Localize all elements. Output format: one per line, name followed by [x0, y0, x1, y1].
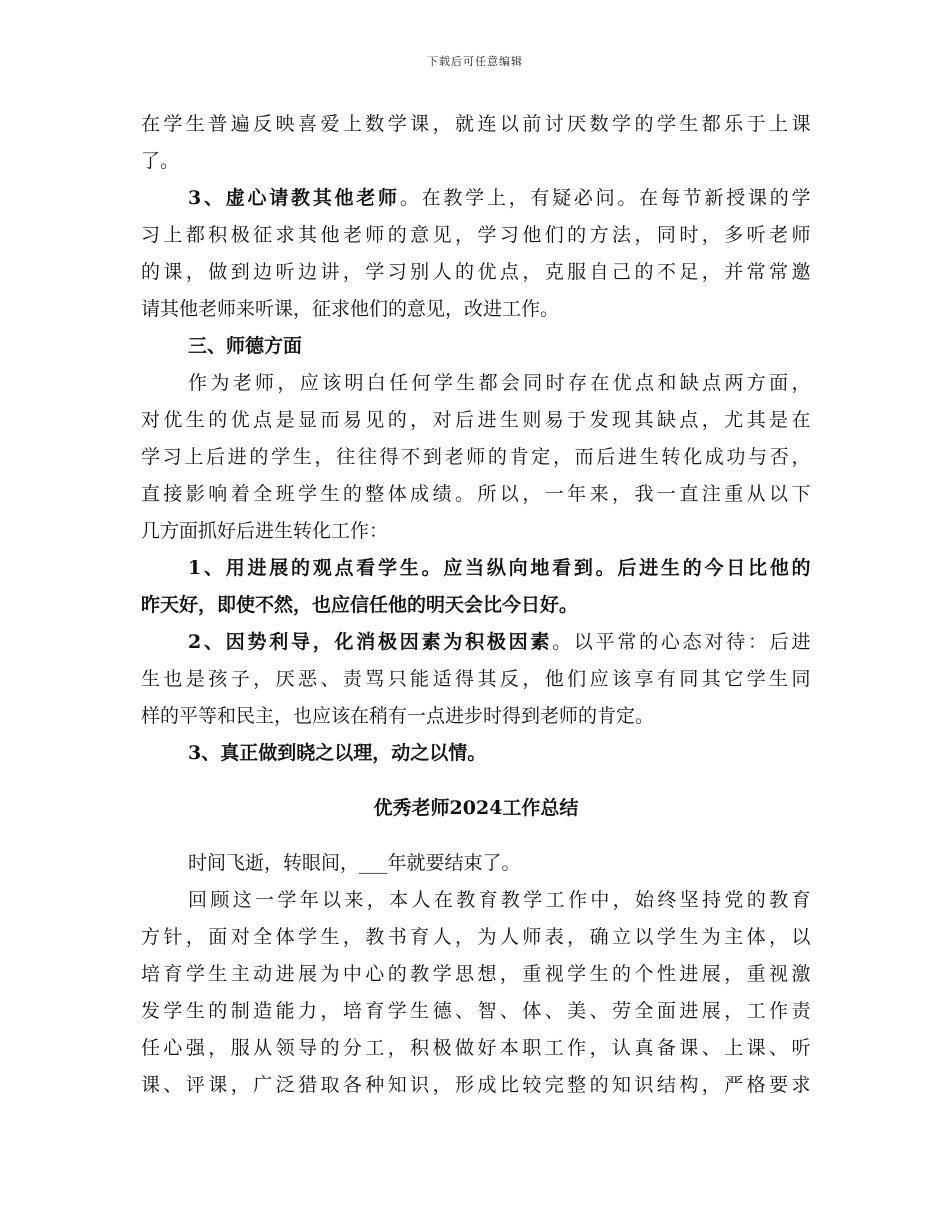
paragraph-line: 任心强，服从领导的分工，积极做好本职工作，认真备课、上课、听	[141, 1037, 811, 1059]
item-3-text: 。在教学上，有疑必问。在每节新授课的学	[399, 187, 811, 209]
item-3-heading: 3、虚心请教其他老师	[188, 187, 400, 209]
paragraph-line: 方针，面对全体学生，教书育人，为人师表，确立以学生为主体，以	[141, 926, 811, 948]
paragraph-line: 样的平等和民主，也应该在稍有一点进步时得到老师的肯定。	[141, 705, 655, 727]
item-3-line	[141, 180, 811, 217]
paragraph-line: 请其他老师来听课，征求他们的意见，改进工作。	[141, 298, 560, 320]
paragraph-line: 习上都积极征求其他老师的意见，学习他们的方法，同时，多听老师	[141, 224, 811, 246]
intro-line: 时间飞逝，转眼间，___年就要结束了。	[188, 852, 521, 874]
page-header-note: 下载后可任意编辑	[427, 55, 523, 68]
paragraph-line: 学习上后进的学生，往往得不到老师的肯定，而后进生转化成功与否，	[141, 446, 811, 468]
paragraph-line: 了。	[141, 150, 180, 172]
paragraph-line: 几方面抓好后进生转化工作：	[141, 520, 389, 542]
paragraph-line: 作为老师，应该明白任何学生都会同时存在优点和缺点两方面，	[188, 372, 811, 394]
item-2-line	[141, 624, 811, 661]
paragraph-line: 培育学生主动进展为中心的教学思想，重视学生的个性进展，重视激	[141, 963, 811, 985]
section-heading: 三、师德方面	[188, 335, 303, 357]
item-2-heading: 2、因势利导，化消极因素为积极因素	[188, 631, 553, 653]
item-2-text: 。以平常的心态对待：后进	[552, 631, 811, 653]
item-1-line: 1、用进展的观点看学生。应当纵向地看到。后进生的今日比他的	[188, 557, 811, 579]
paragraph-line: 对优生的优点是显而易见的，对后进生则易于发现其缺点，尤其是在	[141, 409, 811, 431]
document-title: 优秀老师2024工作总结	[373, 797, 579, 819]
paragraph-line: 回顾这一学年以来，本人在教育教学工作中，始终坚持党的教育	[188, 889, 811, 911]
item-3b-line: 3、真正做到晓之以理，动之以情。	[188, 742, 487, 764]
paragraph-line: 生也是孩子，厌恶、责骂只能适得其反，他们应该享有同其它学生同	[141, 668, 811, 690]
item-1-line: 昨天好，即使不然，也应信任他的明天会比今日好。	[141, 594, 579, 616]
paragraph-line: 在学生普遍反映喜爱上数学课，就连以前讨厌数学的学生都乐于上课	[141, 113, 811, 135]
paragraph-line: 的课，做到边听边讲，学习别人的优点，克服自己的不足，并常常邀	[141, 261, 811, 283]
paragraph-line: 发学生的制造能力，培育学生德、智、体、美、劳全面进展，工作责	[141, 1000, 811, 1022]
document-body	[141, 106, 811, 1104]
paragraph-line: 课、评课，广泛猎取各种知识，形成比较完整的知识结构，严格要求	[141, 1074, 811, 1096]
paragraph-line: 直接影响着全班学生的整体成绩。所以，一年来，我一直注重从以下	[141, 483, 811, 505]
